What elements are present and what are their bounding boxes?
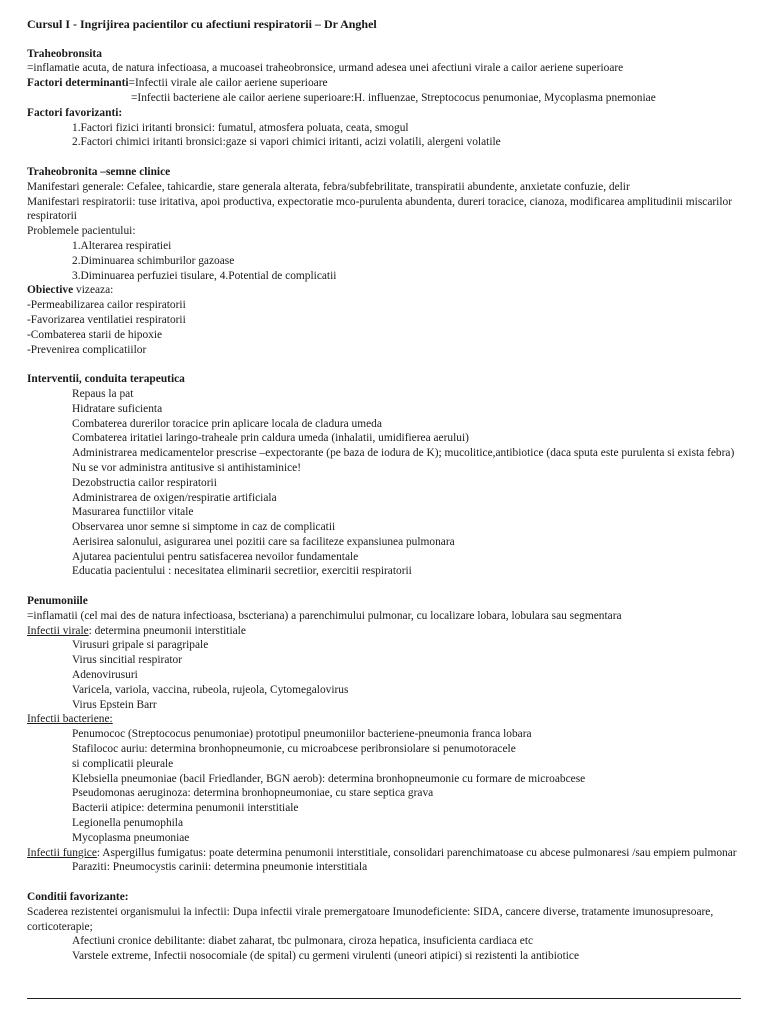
conditii-line-1: Scaderea rezistentei organismului la infectii: Dupa infectii virale premergatoare Imunodeficiente: SIDA, cancere diverse, tratamente imunosupresoare, corticoterapie; <box>27 905 714 933</box>
list-item: Klebsiella pneumoniae (bacil Friedlander, BGN aerob): determina bronhopneumonie cu formare de microabcese <box>72 772 586 785</box>
spacer <box>27 150 743 165</box>
list-item: -Permeabilizarea cailor respiratorii <box>27 299 186 312</box>
paraziti: Paraziti: Pneumocystis carinii: determina pneumonie interstitiala <box>72 861 368 874</box>
list-item: Varicela, variola, vaccina, rubeola, rujeola, Cytomegalovirus <box>72 683 349 696</box>
list-item: 2.Factori chimici iritanti bronsici:gaze si vapori chimici iritanti, acizi volatili, alergeni volatile <box>72 136 501 149</box>
list-item: Combaterea durerilor toracice prin aplicare locala de cladura umeda <box>72 417 382 430</box>
list-item: Repaus la pat <box>72 387 134 400</box>
list-item: Stafilococ auriu: determina bronhopneumonie, cu microabcese peribronsiolare si penumotoracele <box>72 743 516 756</box>
list-item: Virus sincitial respirator <box>72 654 183 667</box>
section-heading-semne-clinice: Traheobronita –semne clinice <box>27 165 171 178</box>
section-heading-traheobronsita: Traheobronsita <box>27 47 102 60</box>
factori-determinanti-text-2: =Infectii bacteriene ale cailor aeriene superioare:H. influenzae, Streptococus penumoniae, Mycoplasma pnemoniae <box>131 91 656 104</box>
list-item: 3.Diminuarea perfuziei tisulare, 4.Potential de complicatii <box>72 269 337 282</box>
obiective <box>27 283 743 298</box>
factori-determinanti-label: Factori determinanti <box>27 77 129 90</box>
spacer <box>27 357 743 372</box>
list-item: -Combaterea starii de hipoxie <box>27 328 163 341</box>
infectii-bacteriene-label: Infectii bacteriene: <box>27 713 113 726</box>
list-item: Dezobstructia cailor respiratorii <box>72 476 217 489</box>
document-page <box>27 17 743 964</box>
list-item: Administrarea de oxigen/respiratie artificiala <box>72 491 277 504</box>
factori-favorizanti-label: Factori favorizanti: <box>27 106 123 119</box>
definition-traheobronsita: =inflamatie acuta, de natura infectioasa, a mucoasei traheobronsice, urmand adesea unei afectiuni virale a cailor aeriene superioare <box>27 62 624 75</box>
list-item: Virus Epstein Barr <box>72 698 157 711</box>
infectii-virale-label: Infectii virale <box>27 624 89 637</box>
list-item: Hidratare suficienta <box>72 402 163 415</box>
list-item: Educatia pacientului : necesitatea eliminarii secretiior, exercitii respiratorii <box>72 565 412 578</box>
factori-determinanti <box>27 76 743 91</box>
list-item: -Favorizarea ventilatiei respiratorii <box>27 313 186 326</box>
list-item: 1.Alterarea respiratiei <box>72 239 172 252</box>
list-item: Administrarea medicamentelor prescrise –expectorante (pe baza de iodura de K); mucolitice,antibiotice (daca sputa este purulenta si exista febra) <box>72 447 735 460</box>
definition-penumoniile: =inflamatii (cel mai des de natura infectioasa, bscteriana) a parenchimului pulmonar, cu localizare lobara, lobulara sau segmentara <box>27 609 622 622</box>
list-item: Virusuri gripale si paragripale <box>72 639 209 652</box>
problemele-pacientului-label: Problemele pacientului: <box>27 225 136 238</box>
list-item: -Prevenirea complicatiilor <box>27 343 147 356</box>
infectii-fungice <box>27 846 743 861</box>
conditii-line-2: Afectiuni cronice debilitante: diabet zaharat, tbc pulmonara, ciroza hepatica, insuficienta cardiaca etc <box>72 935 534 948</box>
spacer <box>27 32 743 47</box>
document-title: Cursul I - Ingrijirea pacientilor cu afectiuni respiratorii – Dr Anghel <box>27 17 377 31</box>
manifestari-respiratorii: Manifestari respiratorii: tuse iritativa, apoi productiva, expectoratie mco-purulenta abundenta, dureri toracice, cianoza, modificarea amplitudinii miscarilor respiratorii <box>27 195 732 223</box>
manifestari-generale: Manifestari generale: Cefalee, tahicardie, stare generala alterata, febra/subfebrilitate, transpiratii abundente, anxietate confuzie, delir <box>27 180 630 193</box>
footer-rule <box>27 998 741 999</box>
list-item: 1.Factori fizici iritanti bronsici: fumatul, atmosfera poluata, ceata, smogul <box>72 121 409 134</box>
section-heading-penumoniile: Penumoniile <box>27 595 88 608</box>
infectii-virale-text: : determina pneumonii interstitiale <box>88 624 246 637</box>
list-item: 2.Diminuarea schimburilor gazoase <box>72 254 235 267</box>
list-item: Bacterii atipice: determina penumonii interstitiale <box>72 802 299 815</box>
list-item: Pseudomonas aeruginoza: determina bronhopneumoniae, cu stare septica grava <box>72 787 434 800</box>
infectii-fungice-label: Infectii fungice <box>27 846 97 859</box>
list-item: Mycoplasma pneumoniae <box>72 831 190 844</box>
infectii-fungice-text: : Aspergillus fumigatus: poate determina penumonii interstitiale, consolidari parenchimatoase cu abcese pulmonaresi /sau empiem pulmonar <box>96 846 737 859</box>
list-item: Legionella penumophila <box>72 817 184 830</box>
list-item: Ajutarea pacientului pentru satisfacerea nevoilor fundamentale <box>72 550 359 563</box>
factori-determinanti-text: =Infectii virale ale cailor aeriene superioare <box>128 77 328 90</box>
list-item: Adenovirusuri <box>72 669 138 682</box>
spacer <box>27 875 743 890</box>
section-heading-interventii: Interventii, conduita terapeutica <box>27 373 185 386</box>
list-item: si complicatii pleurale <box>72 757 174 770</box>
list-item: Penumococ (Streptococus penumoniae) prototipul pneumoniilor bacteriene-pneumonia franca lobara <box>72 728 532 741</box>
infectii-virale <box>27 624 743 639</box>
list-item: Observarea unor semne si simptome in caz de complicatii <box>72 521 336 534</box>
conditii-line-3: Varstele extreme, Infectii nosocomiale (de spital) cu germeni virulenti (uneori atipici) si rezistenti la antibiotice <box>72 950 580 963</box>
spacer <box>27 579 743 594</box>
list-item: Aerisirea salonului, asigurarea unei pozitii care sa faciliteze expansiunea pulmonara <box>72 535 455 548</box>
list-item: Nu se vor administra antitusive si antihistaminice! <box>72 461 302 474</box>
list-item: Masurarea functiilor vitale <box>72 506 194 519</box>
obiective-text: vizeaza: <box>73 284 114 297</box>
section-heading-conditii-favorizante: Conditii favorizante: <box>27 891 129 904</box>
list-item: Combaterea iritatiei laringo-traheale prin caldura umeda (inhalatii, umidifierea aerului) <box>72 432 469 445</box>
obiective-label: Obiective <box>27 284 74 297</box>
